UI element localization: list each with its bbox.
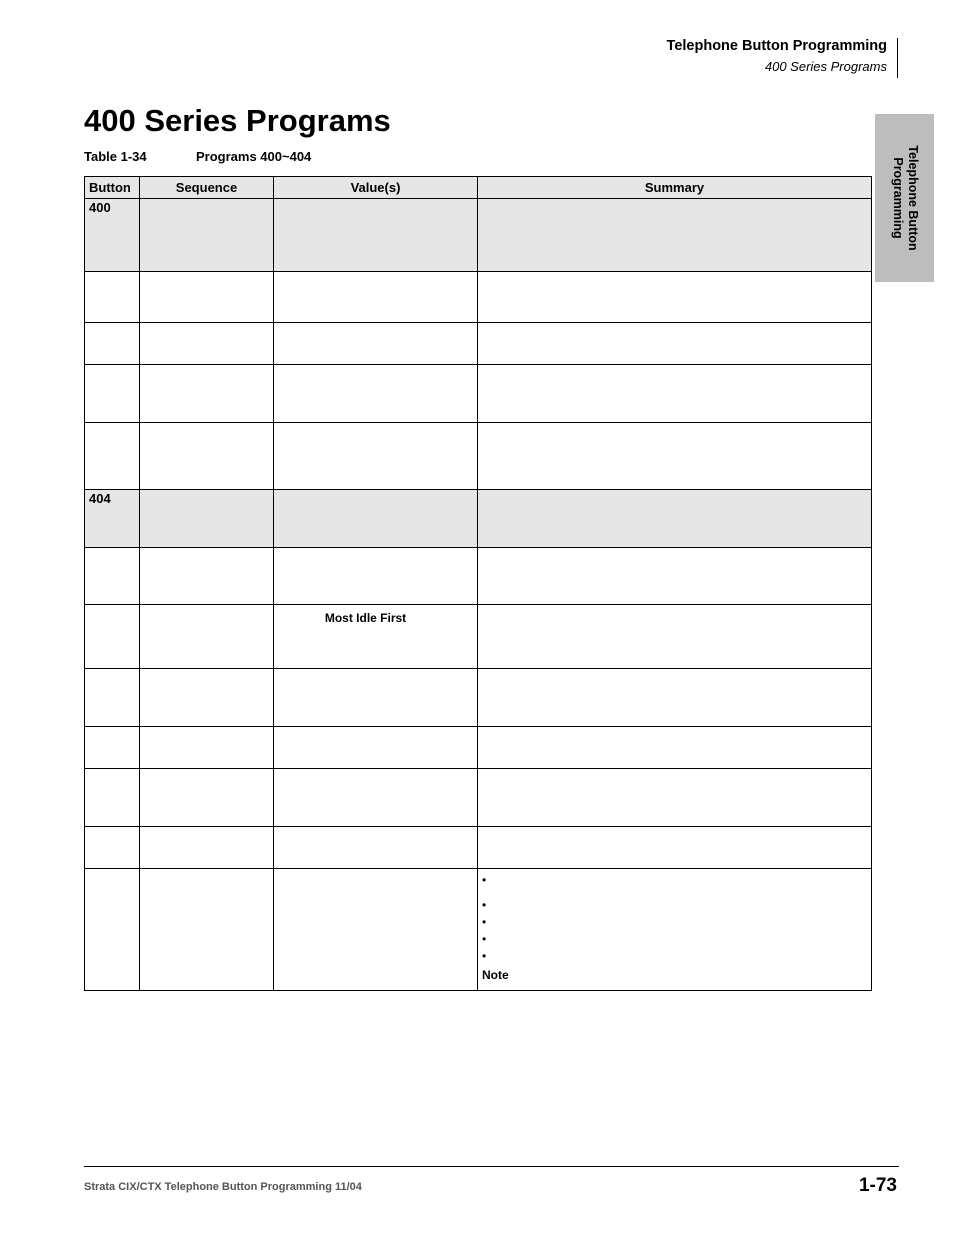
table-cell [274, 272, 478, 323]
column-header-sequence: Sequence [140, 177, 274, 199]
table-cell [478, 548, 872, 605]
summary-bullet-list [482, 869, 867, 965]
bullet-item: • [482, 915, 487, 929]
table-row [85, 423, 872, 490]
column-header-summary: Summary [478, 177, 872, 199]
table-cell [478, 605, 872, 669]
table-cell [140, 727, 274, 769]
table-cell [478, 365, 872, 423]
table-row [85, 605, 872, 669]
page-title: 400 Series Programs [84, 103, 391, 138]
section-tab-label: Telephone Button Programming [890, 145, 920, 251]
bullet-item: • [482, 932, 487, 946]
table-cell [274, 365, 478, 423]
table-caption [84, 149, 311, 165]
table-cell [85, 827, 140, 869]
table-row [85, 669, 872, 727]
table-cell [140, 769, 274, 827]
table-cell [85, 272, 140, 323]
table-cell [140, 669, 274, 727]
table-cell [478, 272, 872, 323]
table-cell [478, 669, 872, 727]
table-cell [140, 272, 274, 323]
table-row [85, 869, 872, 991]
table-cell [85, 669, 140, 727]
table-cell [478, 769, 872, 827]
table-row [85, 272, 872, 323]
table-cell [274, 769, 478, 827]
page-number: 1-73 [858, 1175, 897, 1196]
table-row [85, 323, 872, 365]
header-subtitle: 400 Series Programs [764, 59, 887, 74]
table-cell [274, 727, 478, 769]
header-divider [897, 38, 898, 78]
table-cell [274, 669, 478, 727]
running-header [667, 37, 887, 76]
table-cell [274, 548, 478, 605]
table-cell [140, 323, 274, 365]
table-cell [140, 199, 274, 272]
table-cell [478, 323, 872, 365]
table-row [85, 727, 872, 769]
table-cell [85, 199, 140, 272]
table-cell [274, 423, 478, 490]
value-most-idle-first: Most Idle First [324, 611, 407, 625]
programs-table [84, 176, 872, 991]
table-cell [274, 199, 478, 272]
table-cell [478, 490, 872, 548]
table-cell [274, 323, 478, 365]
table-cell [140, 548, 274, 605]
bullet-item: • [482, 949, 487, 963]
table-cell [478, 827, 872, 869]
footer-text: Strata CIX/CTX Telephone Button Programming 11/04 [84, 1181, 362, 1193]
table-cell [478, 727, 872, 769]
header-title: Telephone Button Programming [666, 38, 887, 54]
table-cell [140, 605, 274, 669]
table-cell [478, 869, 872, 991]
table-row-program-404 [85, 490, 872, 548]
table-cell [85, 727, 140, 769]
table-header-row [85, 177, 872, 199]
footer-divider [84, 1166, 899, 1167]
column-header-button: Button [85, 177, 140, 199]
table-cell [478, 199, 872, 272]
table-cell [274, 869, 478, 991]
table-cell [478, 423, 872, 490]
table-cell [274, 605, 478, 669]
table-row [85, 365, 872, 423]
table-row [85, 548, 872, 605]
table-cell [85, 548, 140, 605]
table-cell [85, 490, 140, 548]
table-caption-title: Programs 400~404 [196, 149, 312, 164]
table-caption-number: Table 1-34 [84, 149, 147, 164]
table-cell [85, 423, 140, 490]
table-row [85, 827, 872, 869]
table-cell [85, 605, 140, 669]
program-number-404: 404 [89, 491, 111, 506]
table-cell [140, 365, 274, 423]
table-cell [140, 827, 274, 869]
table-cell [85, 869, 140, 991]
section-tab [875, 114, 934, 282]
bullet-item: • [482, 873, 487, 887]
table-cell [85, 323, 140, 365]
table-cell [140, 490, 274, 548]
note-label: Note [482, 968, 509, 982]
table-cell [140, 423, 274, 490]
column-header-values: Value(s) [274, 177, 478, 199]
table-cell [85, 365, 140, 423]
program-number-400: 400 [89, 200, 111, 215]
table-cell [274, 490, 478, 548]
table-cell [274, 827, 478, 869]
table-cell [140, 869, 274, 991]
table-cell [85, 769, 140, 827]
table-row [85, 769, 872, 827]
table-row-program-400 [85, 199, 872, 272]
bullet-item: • [482, 898, 487, 912]
